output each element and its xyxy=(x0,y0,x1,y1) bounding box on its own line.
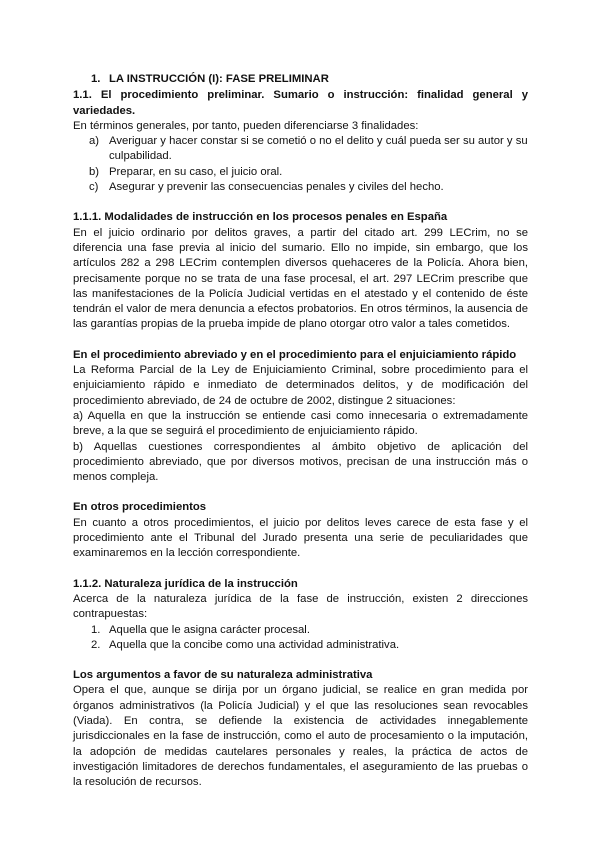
argumentos-heading: Los argumentos a favor de su naturaleza administrativa xyxy=(73,669,373,682)
list-marker: c) xyxy=(89,181,99,194)
list-marker: 1. xyxy=(91,623,101,636)
direcciones-list xyxy=(73,623,528,654)
argumentos-body: Opera el que, aunque se dirija por un órgano judicial, se realice en gran medida por órganos administrativos (la Policía Judicial) y el que las resoluciones sean revocables (Viada). En contra, se defiende la existencia de actividades innegablemente jurisdiccionales en la fase de instrucción, como el auto de procesamiento o la imputación, la adopción de medidas cautelares personales y reales, la práctica de actos de investigación limitadores de derechos fundamentales, el aseguramiento de las pruebas o la resolución de recursos. xyxy=(73,684,528,789)
finalidades-list xyxy=(73,134,528,195)
list-marker: b) xyxy=(89,165,100,178)
list-item-text: Aquella que le asigna carácter procesal. xyxy=(109,623,310,636)
list-item xyxy=(73,165,528,180)
abreviado-body: La Reforma Parcial de la Ley de Enjuiciamiento Criminal, sobre procedimiento para el enjuiciamiento rápido e inmediato de determinados delitos, y de modificación del procedimiento abreviado, de 24 de octubre de 2002, distingue 2 situaciones: xyxy=(73,364,528,407)
abreviado-heading: En el procedimiento abreviado y en el procedimiento para el enjuiciamiento rápido xyxy=(73,348,517,361)
section-1-1-intro: En términos generales, por tanto, pueden diferenciarse 3 finalidades: xyxy=(73,119,419,132)
list-item-text: Aquella que la concibe como una actividad administrativa. xyxy=(109,638,400,651)
list-marker: 2. xyxy=(91,638,101,651)
abreviado-point-b: b) Aquellas cuestiones correspondientes al ámbito objetivo de aplicación del procedimiento abreviado, que por diversos motivos, precisan de una instrucción más o menos compleja. xyxy=(73,440,528,484)
list-item xyxy=(73,638,528,653)
section-1-1-1-body: En el juicio ordinario por delitos graves, a partir del citado art. 299 LECrim, no se diferencia una fase previa al inicio del sumario. Ello no impide, sin embargo, que los artículos 282 a 298 LECrim contemplen diversos quehaceres de la Policía. Ahora bien, precisamente porque no se trata de una fase procesal, el art. 297 LECrim prescribe que las manifestaciones de la Policía Judicial vertidas en el atestado y el contenido de éste tendrán el valor de mera denuncia a efectos probatorios. En otros términos, la ausencia de las garantías propias de la prueba impide de plano otorgar otro valor a tales cometidos. xyxy=(73,226,528,331)
section-1-1-2-heading: 1.1.2. Naturaleza jurídica de la instrucción xyxy=(73,577,298,590)
abreviado-point-a: a) Aquella en que la instrucción se entiende casi como innecesaria o extremadamente breve, a la que se seguirá el procedimiento de enjuiciamiento rápido. xyxy=(73,409,528,438)
section-1-1-heading: 1.1. El procedimiento preliminar. Sumario o instrucción: finalidad general y variedades. xyxy=(73,89,528,117)
list-item-text: Asegurar y prevenir las consecuencias penales y civiles del hecho. xyxy=(109,181,444,194)
document-title xyxy=(91,72,528,87)
list-item xyxy=(73,180,528,195)
section-1-1-2-body: Acerca de la naturaleza jurídica de la fase de instrucción, existen 2 direcciones contrapuestas: xyxy=(73,592,528,621)
list-item-text: Preparar, en su caso, el juicio oral. xyxy=(109,165,283,178)
document-body xyxy=(73,72,528,790)
otros-heading: En otros procedimientos xyxy=(73,501,207,514)
list-item xyxy=(73,623,528,638)
list-item-text: Averiguar y hacer constar si se cometió o no el delito y cuál pueda ser su autor y su culpabilidad. xyxy=(109,135,528,163)
section-1-1-1-heading: 1.1.1. Modalidades de instrucción en los procesos penales en España xyxy=(73,211,448,224)
title-text: LA INSTRUCCIÓN (I): FASE PRELIMINAR xyxy=(109,73,329,85)
otros-body: En cuanto a otros procedimientos, el juicio por delitos leves carece de esta fase y el procedimiento ante el Tribunal del Jurado presenta una serie de peculiaridades que examinaremos en la lección correspondiente. xyxy=(73,516,528,560)
title-number: 1. xyxy=(91,73,101,85)
list-marker: a) xyxy=(89,135,100,148)
list-item xyxy=(73,134,528,165)
